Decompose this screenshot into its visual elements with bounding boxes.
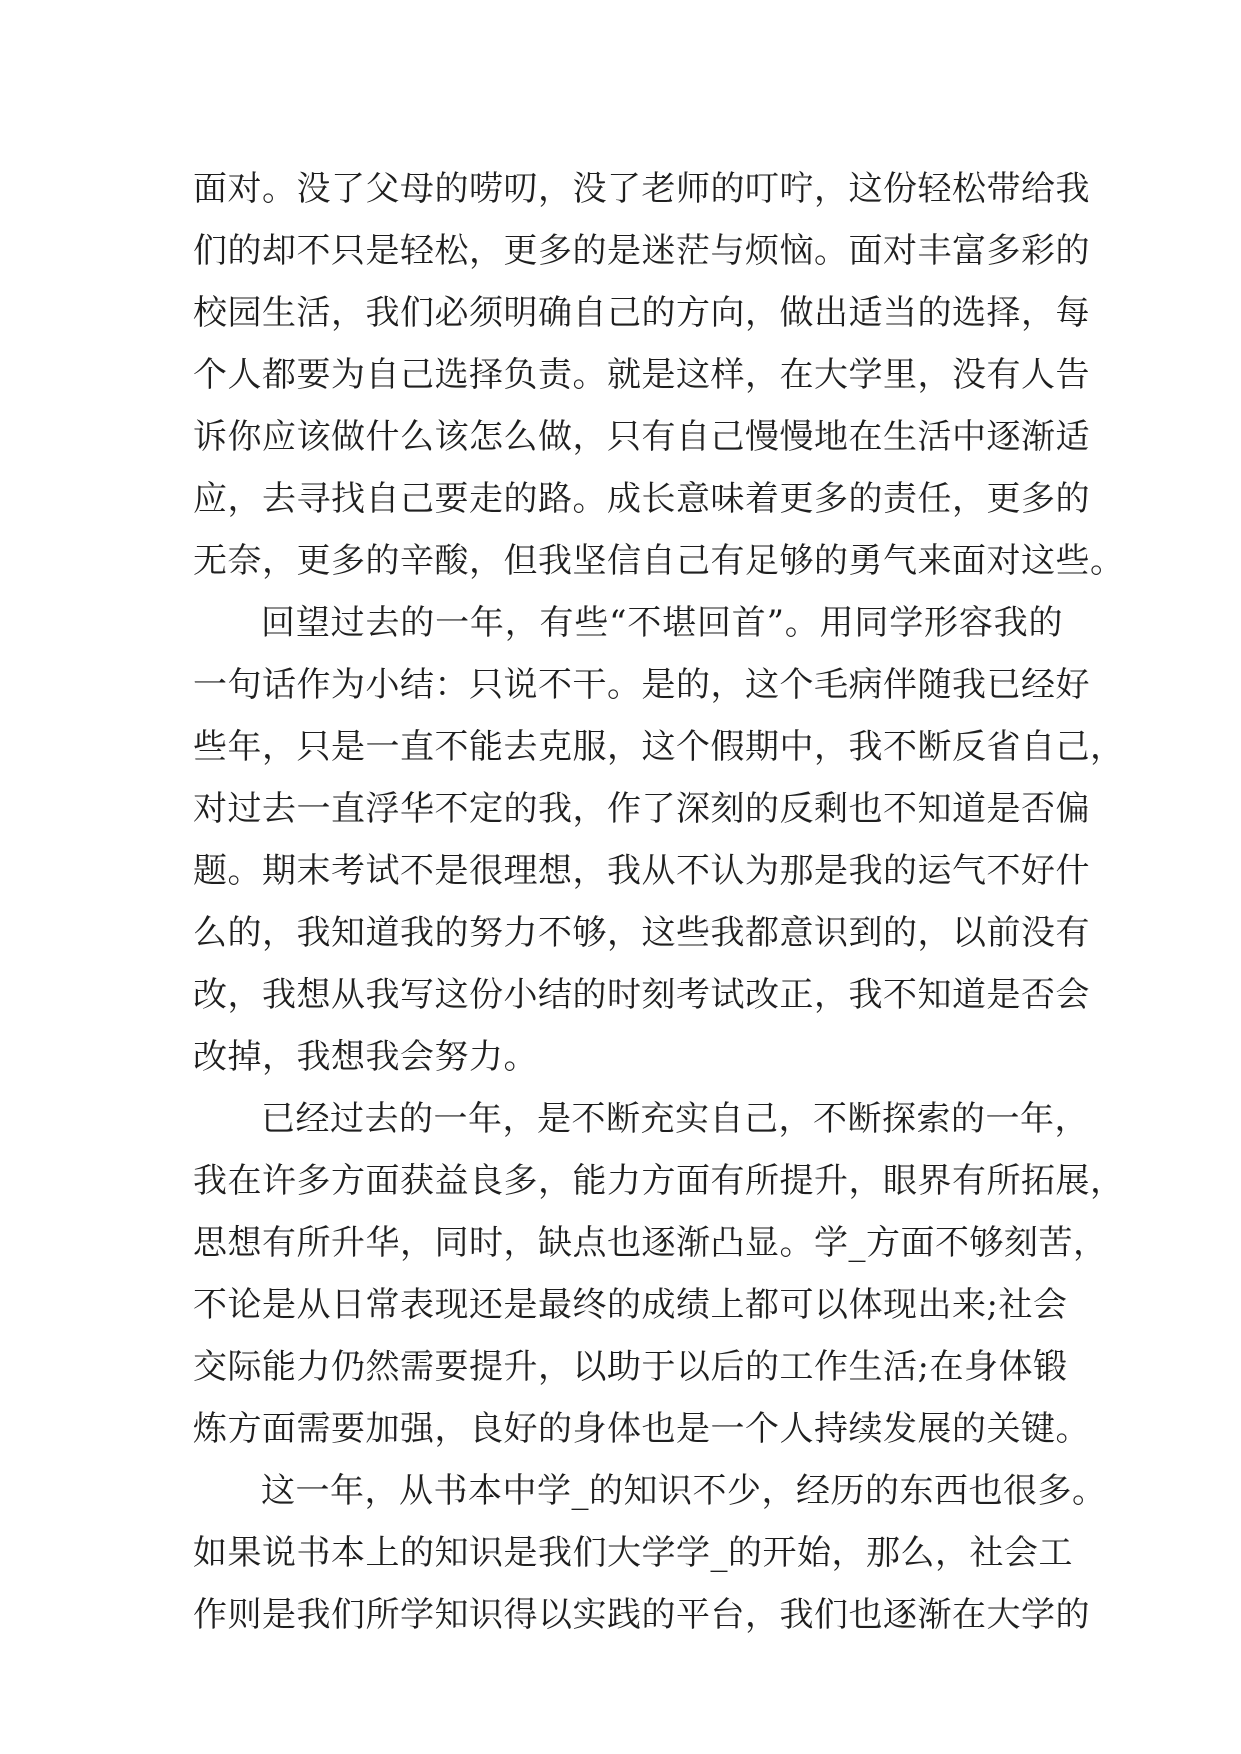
text-line: 思想有所升华，同时，缺点也逐渐凸显。学_方面不够刻苦， <box>193 1223 1108 1263</box>
text-line: 么的，我知道我的努力不够，这些我都意识到的，以前没有 <box>193 913 1090 953</box>
text-line: 这一年，从书本中学_的知识不少，经历的东西也很多。 <box>261 1471 1107 1511</box>
text-line: 个人都要为自己选择负责。就是这样，在大学里，没有人告 <box>193 355 1090 395</box>
text-line: 校园生活，我们必须明确自己的方向，做出适当的选择，每 <box>193 293 1090 333</box>
text-line: 改掉，我想我会努力。 <box>193 1037 538 1077</box>
text-line: 诉你应该做什么该怎么做，只有自己慢慢地在生活中逐渐适 <box>193 417 1090 457</box>
text-line: 应，去寻找自己要走的路。成长意味着更多的责任，更多的 <box>193 479 1090 519</box>
text-line: 我在许多方面获益良多，能力方面有所提升，眼界有所拓展， <box>193 1161 1125 1201</box>
body-text <box>193 158 1125 1646</box>
text-line: 一句话作为小结：只说不干。是的，这个毛病伴随我已经好 <box>193 665 1090 705</box>
text-line: 不论是从日常表现还是最终的成绩上都可以体现出来;社会 <box>193 1285 1068 1325</box>
text-line: 对过去一直浮华不定的我，作了深刻的反剩也不知道是否偏 <box>193 789 1090 829</box>
text-line: 回望过去的一年，有些“不堪回首”。用同学形容我的 <box>261 603 1063 643</box>
text-line: 题。期末考试不是很理想，我从不认为那是我的运气不好什 <box>193 851 1090 891</box>
text-line: 些年，只是一直不能去克服，这个假期中，我不断反省自己， <box>193 727 1125 767</box>
text-line: 炼方面需要加强，良好的身体也是一个人持续发展的关键。 <box>193 1409 1090 1449</box>
text-line: 已经过去的一年，是不断充实自己，不断探索的一年， <box>261 1099 1089 1139</box>
text-line: 们的却不只是轻松，更多的是迷茫与烦恼。面对丰富多彩的 <box>193 231 1090 271</box>
text-line: 如果说书本上的知识是我们大学学_的开始，那么，社会工 <box>193 1533 1073 1573</box>
text-line: 交际能力仍然需要提升，以助于以后的工作生活;在身体锻 <box>193 1347 1068 1387</box>
text-line: 面对。没了父母的唠叨，没了老师的叮咛，这份轻松带给我 <box>193 169 1090 209</box>
text-line: 无奈，更多的辛酸，但我坚信自己有足够的勇气来面对这些。 <box>193 541 1125 581</box>
text-line: 改，我想从我写这份小结的时刻考试改正，我不知道是否会 <box>193 975 1090 1015</box>
text-line: 作则是我们所学知识得以实践的平台，我们也逐渐在大学的 <box>193 1595 1090 1635</box>
